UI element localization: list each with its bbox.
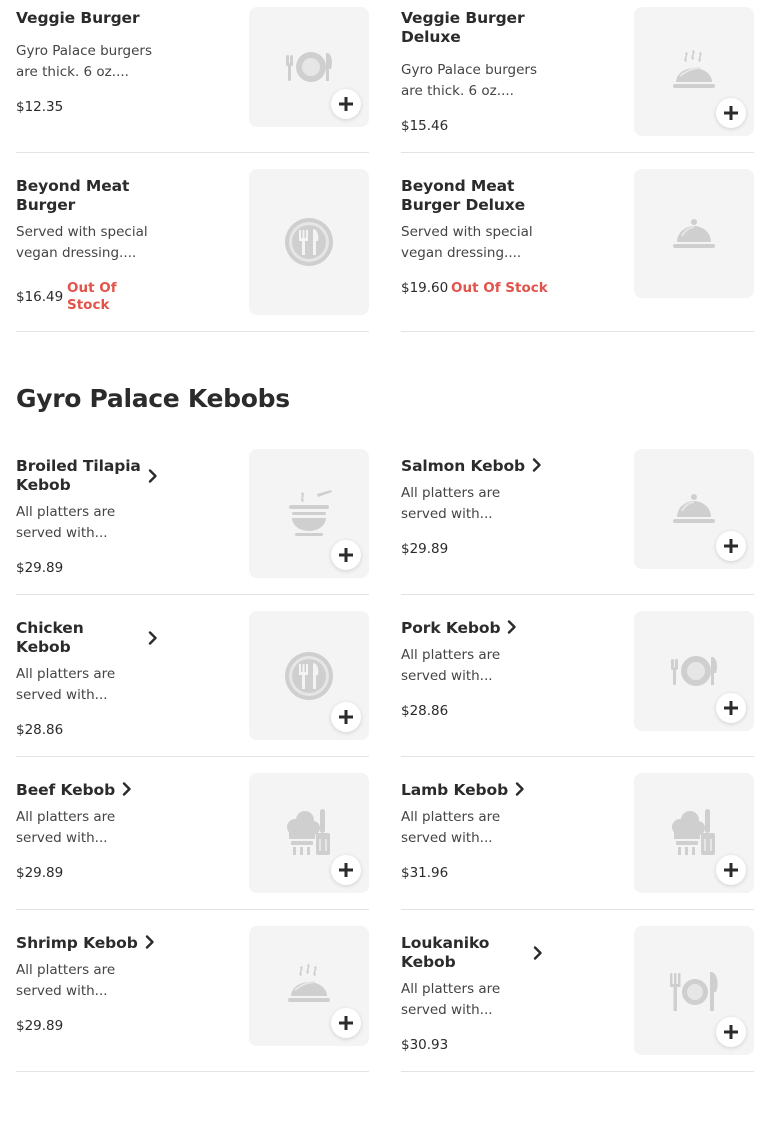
chef-hat-icon xyxy=(668,807,720,859)
item-price: $12.35 xyxy=(16,99,64,115)
item-description: All platters are served with... xyxy=(401,981,501,1018)
item-image[interactable] xyxy=(249,926,369,1046)
chevron-right-icon[interactable] xyxy=(145,630,161,646)
item-image[interactable] xyxy=(634,7,754,136)
item-name[interactable]: Veggie Burger xyxy=(16,9,140,27)
plate-utensils-icon xyxy=(283,650,335,702)
divider xyxy=(401,1071,754,1072)
item-name[interactable]: Broiled Tilapia Kebob xyxy=(16,457,141,494)
menu-item[interactable] xyxy=(401,611,754,757)
menu-item[interactable] xyxy=(401,162,754,332)
out-of-stock-label: Out Of Stock xyxy=(67,280,117,313)
plus-icon xyxy=(723,862,739,878)
plus-icon xyxy=(723,1024,739,1040)
divider xyxy=(401,331,754,332)
item-description: All platters are served with... xyxy=(401,485,501,522)
hot-dish-icon xyxy=(283,960,335,1012)
soup-bowl-icon xyxy=(283,488,335,540)
item-price: $29.89 xyxy=(16,865,64,881)
item-price: $30.93 xyxy=(401,1037,449,1053)
item-image[interactable] xyxy=(634,773,754,893)
add-to-cart-button[interactable] xyxy=(716,531,746,561)
item-name[interactable]: Lamb Kebob xyxy=(401,781,571,800)
item-description: All platters are served with... xyxy=(16,809,116,846)
cloche-icon xyxy=(668,208,720,260)
divider xyxy=(16,1071,369,1072)
menu-item[interactable] xyxy=(401,773,754,910)
item-image[interactable] xyxy=(249,7,369,127)
item-image xyxy=(249,169,369,315)
fork-plate-knife-icon xyxy=(668,965,720,1017)
add-to-cart-button[interactable] xyxy=(716,1017,746,1047)
dish-icon xyxy=(283,41,335,93)
item-description: Gyro Palace burgers are thick. 6 oz.... xyxy=(401,62,538,99)
item-description: All platters are served with... xyxy=(16,504,116,541)
add-to-cart-button[interactable] xyxy=(331,702,361,732)
plate-utensils-icon xyxy=(283,216,335,268)
item-name[interactable]: Shrimp Kebob xyxy=(16,934,186,953)
menu-item[interactable] xyxy=(401,0,754,153)
chevron-right-icon[interactable] xyxy=(529,457,545,473)
item-name[interactable]: Beyond Meat Burger Deluxe xyxy=(401,177,526,214)
menu-item[interactable] xyxy=(16,773,369,910)
cloche-icon xyxy=(668,483,720,535)
divider xyxy=(401,152,754,153)
item-name[interactable]: Beyond Meat Burger xyxy=(16,177,130,214)
add-to-cart-button[interactable] xyxy=(716,98,746,128)
divider xyxy=(16,331,369,332)
menu-item[interactable] xyxy=(16,0,369,153)
item-image[interactable] xyxy=(249,449,369,578)
divider xyxy=(16,756,369,757)
item-description: All platters are served with... xyxy=(401,809,501,846)
item-description: All platters are served with... xyxy=(401,647,501,684)
item-description: Served with special vegan dressing.... xyxy=(401,224,533,261)
divider xyxy=(16,152,369,153)
menu-item[interactable] xyxy=(401,926,754,1072)
chevron-right-icon[interactable] xyxy=(512,781,528,797)
section-title: Gyro Palace Kebobs xyxy=(16,384,290,413)
item-image[interactable] xyxy=(634,449,754,569)
item-name[interactable]: Salmon Kebob xyxy=(401,457,571,476)
item-description: Served with special vegan dressing.... xyxy=(16,224,148,261)
item-description: All platters are served with... xyxy=(16,666,116,703)
divider xyxy=(16,909,369,910)
chevron-right-icon[interactable] xyxy=(504,619,520,635)
add-to-cart-button[interactable] xyxy=(331,89,361,119)
chevron-right-icon[interactable] xyxy=(142,934,158,950)
item-name[interactable]: Chicken Kebob xyxy=(16,619,84,656)
chevron-right-icon[interactable] xyxy=(530,945,546,961)
item-price: $15.46 xyxy=(401,118,449,134)
plus-icon xyxy=(338,96,354,112)
item-price: $16.49 xyxy=(16,289,64,305)
item-description: Gyro Palace burgers are thick. 6 oz.... xyxy=(16,43,153,80)
item-price: $29.89 xyxy=(16,560,64,576)
item-name[interactable]: Pork Kebob xyxy=(401,619,571,638)
plus-icon xyxy=(723,105,739,121)
plus-icon xyxy=(723,700,739,716)
plus-icon xyxy=(338,547,354,563)
plus-icon xyxy=(338,1015,354,1031)
item-price: $28.86 xyxy=(401,703,449,719)
divider xyxy=(401,909,754,910)
chevron-right-icon[interactable] xyxy=(145,468,161,484)
add-to-cart-button[interactable] xyxy=(331,1008,361,1038)
item-price: $28.86 xyxy=(16,722,64,738)
item-price: $29.89 xyxy=(401,541,449,557)
add-to-cart-button[interactable] xyxy=(716,855,746,885)
divider xyxy=(401,756,754,757)
menu-item[interactable] xyxy=(16,162,369,332)
add-to-cart-button[interactable] xyxy=(331,540,361,570)
plus-icon xyxy=(338,709,354,725)
chef-hat-icon xyxy=(283,807,335,859)
item-price: $29.89 xyxy=(16,1018,64,1034)
plus-icon xyxy=(338,862,354,878)
add-to-cart-button[interactable] xyxy=(716,693,746,723)
item-name[interactable]: Veggie Burger Deluxe xyxy=(401,9,525,46)
menu-item[interactable] xyxy=(16,449,369,595)
menu-item[interactable] xyxy=(401,449,754,595)
item-image[interactable] xyxy=(634,611,754,731)
item-image[interactable] xyxy=(249,773,369,893)
add-to-cart-button[interactable] xyxy=(331,855,361,885)
menu-item[interactable] xyxy=(16,611,369,757)
item-name[interactable]: Loukaniko Kebob xyxy=(401,934,490,971)
hot-dish-icon xyxy=(668,46,720,98)
item-image xyxy=(634,169,754,298)
out-of-stock-label: Out Of Stock xyxy=(451,280,548,296)
item-image[interactable] xyxy=(249,611,369,740)
dish-icon xyxy=(668,645,720,697)
plus-icon xyxy=(723,538,739,554)
chevron-right-icon[interactable] xyxy=(119,781,135,797)
item-image[interactable] xyxy=(634,926,754,1055)
item-price: $31.96 xyxy=(401,865,449,881)
item-price: $19.60 xyxy=(401,280,449,296)
item-description: All platters are served with... xyxy=(16,962,116,999)
menu-item[interactable] xyxy=(16,926,369,1072)
divider xyxy=(401,594,754,595)
item-name[interactable]: Beef Kebob xyxy=(16,781,186,800)
divider xyxy=(16,594,369,595)
